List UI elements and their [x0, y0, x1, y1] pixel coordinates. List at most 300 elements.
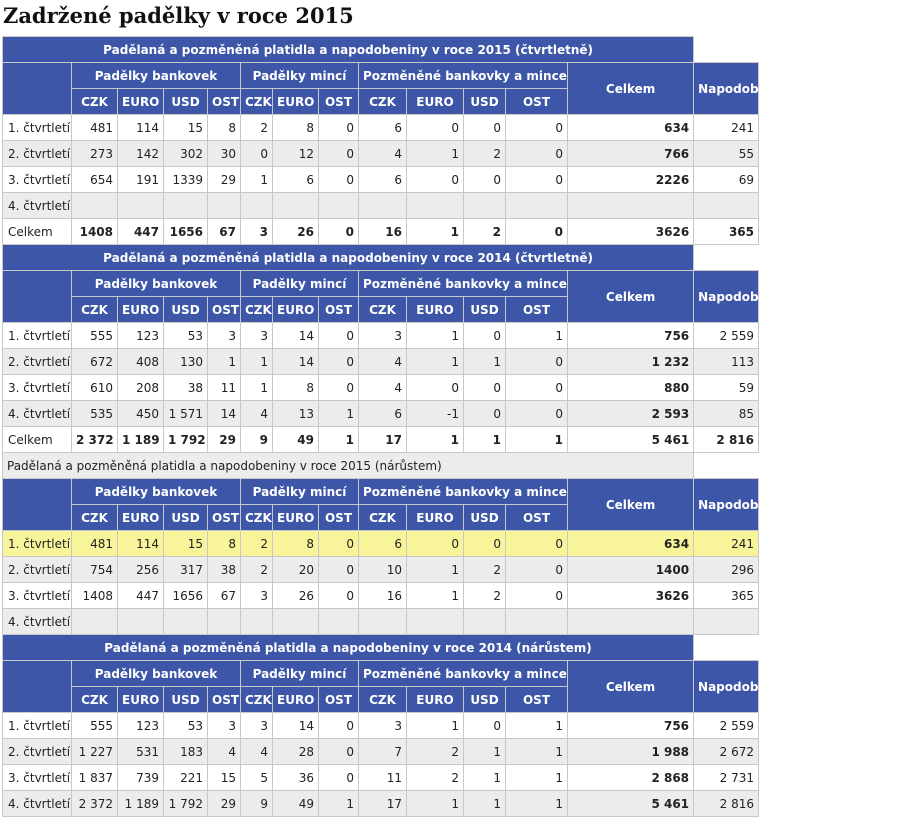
table-cell: 1 — [506, 765, 568, 791]
table-cell: 3 — [241, 713, 273, 739]
header-currency: OST — [208, 687, 241, 713]
header-currency: USD — [164, 505, 208, 531]
table-cell: 6 — [359, 167, 407, 193]
row-label: 4. čtvrtletí — [3, 609, 72, 635]
table-cell: 0 — [319, 713, 359, 739]
table-cell: 15 — [164, 531, 208, 557]
table-cell: 0 — [319, 115, 359, 141]
table-cell: 3 — [208, 713, 241, 739]
header-imitations: Napodobeniny bankovek a mincí — [694, 271, 759, 323]
table-cell: 183 — [164, 739, 208, 765]
table-cell: 3626 — [568, 583, 694, 609]
table-cell: 9 — [241, 791, 273, 817]
table-cell: 0 — [506, 141, 568, 167]
table-cell: 481 — [72, 115, 118, 141]
header-currency: OST — [208, 297, 241, 323]
header-currency: CZK — [359, 297, 407, 323]
table-row — [3, 401, 759, 427]
table-cell: 1 — [407, 713, 464, 739]
table-cell: 2 372 — [72, 791, 118, 817]
table-cell: 6 — [359, 115, 407, 141]
table-cell: 2 593 — [568, 401, 694, 427]
table-cell: 0 — [319, 583, 359, 609]
table-cell: 221 — [164, 765, 208, 791]
table-cell — [208, 609, 241, 635]
table-row — [3, 349, 759, 375]
table-cell: 756 — [568, 323, 694, 349]
table-cell — [568, 193, 694, 219]
row-label: 1. čtvrtletí — [3, 531, 72, 557]
table-title: Padělaná a pozměněná platidla a napodobeniny v roce 2015 (nárůstem) — [3, 453, 694, 479]
table-cell: 4 — [359, 349, 407, 375]
table-cell — [241, 609, 273, 635]
header-currency: OST — [208, 505, 241, 531]
table-cell: 1 — [506, 791, 568, 817]
header-currency: OST — [506, 687, 568, 713]
row-label: Celkem — [3, 219, 72, 245]
table-cell: 3 — [241, 323, 273, 349]
header-total: Celkem — [568, 271, 694, 323]
table-row — [3, 739, 759, 765]
table-cell: 28 — [273, 739, 319, 765]
table-cell: 1 — [241, 167, 273, 193]
table-cell: 2 — [464, 141, 506, 167]
table-cell: 296 — [694, 557, 759, 583]
row-label: 4. čtvrtletí — [3, 791, 72, 817]
table-cell: 1408 — [72, 583, 118, 609]
table-row — [3, 375, 759, 401]
header-coins: Padělky mincí — [241, 479, 359, 505]
table-cell: 2 559 — [694, 713, 759, 739]
table-cell: 1 — [464, 739, 506, 765]
header-currency: EURO — [407, 505, 464, 531]
header-total: Celkem — [568, 661, 694, 713]
header-currency: CZK — [359, 687, 407, 713]
header-currency: CZK — [241, 687, 273, 713]
row-label: 4. čtvrtletí — [3, 401, 72, 427]
table-cell: 739 — [118, 765, 164, 791]
table-cell — [506, 193, 568, 219]
table-cell: 0 — [464, 401, 506, 427]
table-cell: 450 — [118, 401, 164, 427]
table-cell: 531 — [118, 739, 164, 765]
table-cell — [164, 193, 208, 219]
table-cell: 130 — [164, 349, 208, 375]
table-cell — [273, 609, 319, 635]
table-cell: 1 571 — [164, 401, 208, 427]
table-cell: 1 189 — [118, 791, 164, 817]
table-cell: 2 816 — [694, 427, 759, 453]
table-cell — [241, 193, 273, 219]
table-cell: 14 — [273, 713, 319, 739]
header-corner — [3, 63, 72, 115]
table-cell: 2 816 — [694, 791, 759, 817]
table-title: Padělaná a pozměněná platidla a napodobeniny v roce 2015 (čtvrtletně) — [3, 37, 694, 63]
table-cell: 0 — [319, 557, 359, 583]
header-coins: Padělky mincí — [241, 63, 359, 89]
table-cell: 447 — [118, 219, 164, 245]
table-cell — [118, 609, 164, 635]
header-currency: OST — [506, 505, 568, 531]
table-cell — [568, 609, 694, 635]
table-cell: 20 — [273, 557, 319, 583]
table-cell: 1 — [464, 349, 506, 375]
table-cell: 302 — [164, 141, 208, 167]
header-coins: Padělky mincí — [241, 271, 359, 297]
table-cell: 0 — [319, 167, 359, 193]
table-cell: 3 — [241, 583, 273, 609]
table-cell: 1 — [319, 791, 359, 817]
table-cell: 1 — [407, 349, 464, 375]
header-banknotes: Padělky bankovek — [72, 63, 241, 89]
header-imitations: Napodobeniny bankovek a mincí — [694, 661, 759, 713]
table-cell: 0 — [319, 531, 359, 557]
table-cell: 0 — [319, 765, 359, 791]
header-currency: EURO — [118, 505, 164, 531]
table-cell: 3626 — [568, 219, 694, 245]
total-row — [3, 427, 759, 453]
table-cell: 1 792 — [164, 427, 208, 453]
table-cell — [359, 193, 407, 219]
table-cell: 1 — [407, 323, 464, 349]
header-banknotes: Padělky bankovek — [72, 479, 241, 505]
table-cell: 1 227 — [72, 739, 118, 765]
table-cell — [464, 193, 506, 219]
table-cell: 59 — [694, 375, 759, 401]
header-currency: OST — [506, 89, 568, 115]
table-cell: 6 — [273, 167, 319, 193]
counterfeits-table — [2, 634, 918, 817]
table-cell: 4 — [359, 141, 407, 167]
table-cell: 634 — [568, 115, 694, 141]
table-cell: 481 — [72, 531, 118, 557]
table-cell: 8 — [273, 531, 319, 557]
header-banknotes: Padělky bankovek — [72, 661, 241, 687]
table-cell: 0 — [407, 115, 464, 141]
table-row — [3, 713, 759, 739]
table-cell: 365 — [694, 219, 759, 245]
table-cell: 55 — [694, 141, 759, 167]
table-cell: 1 837 — [72, 765, 118, 791]
table-cell: 1 — [506, 739, 568, 765]
table-cell: 5 461 — [568, 791, 694, 817]
table-cell: 67 — [208, 219, 241, 245]
table-row — [3, 323, 759, 349]
row-label: 2. čtvrtletí — [3, 349, 72, 375]
header-total: Celkem — [568, 63, 694, 115]
table-cell: 1 — [407, 583, 464, 609]
table-cell: 273 — [72, 141, 118, 167]
table-row — [3, 609, 759, 635]
table-cell: 36 — [273, 765, 319, 791]
table-cell: 0 — [506, 375, 568, 401]
table-cell: 14 — [208, 401, 241, 427]
table-cell: 317 — [164, 557, 208, 583]
table-cell — [407, 609, 464, 635]
table-cell: 38 — [208, 557, 241, 583]
table-cell: 1 — [506, 427, 568, 453]
table-cell: 1 189 — [118, 427, 164, 453]
header-corner — [3, 271, 72, 323]
header-currency: EURO — [273, 89, 319, 115]
table-cell: 114 — [118, 115, 164, 141]
table-cell: 12 — [273, 141, 319, 167]
table-row — [3, 115, 759, 141]
table-cell: 4 — [241, 401, 273, 427]
table-cell — [118, 193, 164, 219]
table-cell: 8 — [208, 531, 241, 557]
table-cell: 0 — [506, 115, 568, 141]
table-cell: 1 — [319, 401, 359, 427]
table-cell: 3 — [359, 713, 407, 739]
header-currency: OST — [208, 89, 241, 115]
header-currency: CZK — [359, 89, 407, 115]
table-row — [3, 583, 759, 609]
table-cell: -1 — [407, 401, 464, 427]
header-currency: CZK — [72, 297, 118, 323]
table-cell: 1 988 — [568, 739, 694, 765]
table-cell — [208, 193, 241, 219]
header-currency: USD — [164, 297, 208, 323]
counterfeits-table — [2, 452, 918, 635]
table-cell: 0 — [464, 167, 506, 193]
table-cell: 756 — [568, 713, 694, 739]
header-banknotes: Padělky bankovek — [72, 271, 241, 297]
table-cell: 53 — [164, 713, 208, 739]
table-cell: 0 — [407, 531, 464, 557]
table-cell: 555 — [72, 323, 118, 349]
table-cell: 2 — [464, 557, 506, 583]
header-currency: CZK — [72, 89, 118, 115]
table-cell: 14 — [273, 349, 319, 375]
page-title: Zadržené padělky v roce 2015 — [3, 3, 354, 28]
row-label: 3. čtvrtletí — [3, 583, 72, 609]
table-cell: 2 — [407, 739, 464, 765]
table-cell: 1 — [464, 791, 506, 817]
table-cell: 447 — [118, 583, 164, 609]
table-cell: 49 — [273, 791, 319, 817]
row-label: 1. čtvrtletí — [3, 713, 72, 739]
table-cell: 1339 — [164, 167, 208, 193]
table-cell: 1656 — [164, 219, 208, 245]
header-currency: EURO — [407, 89, 464, 115]
table-cell — [319, 609, 359, 635]
table-cell: 1 — [407, 141, 464, 167]
table-cell: 123 — [118, 323, 164, 349]
table-cell: 0 — [241, 141, 273, 167]
table-row — [3, 557, 759, 583]
table-cell: 2226 — [568, 167, 694, 193]
table-cell: 0 — [319, 375, 359, 401]
row-label: 4. čtvrtletí — [3, 193, 72, 219]
table-row — [3, 531, 759, 557]
table-cell: 15 — [164, 115, 208, 141]
table-cell: 1 792 — [164, 791, 208, 817]
header-currency: CZK — [241, 89, 273, 115]
table-cell: 0 — [319, 323, 359, 349]
row-label: 2. čtvrtletí — [3, 739, 72, 765]
table-cell: 754 — [72, 557, 118, 583]
table-cell: 0 — [319, 219, 359, 245]
header-currency: EURO — [273, 687, 319, 713]
row-label: 3. čtvrtletí — [3, 375, 72, 401]
table-cell: 1 — [407, 791, 464, 817]
table-cell: 880 — [568, 375, 694, 401]
table-cell: 1408 — [72, 219, 118, 245]
table-cell: 5 461 — [568, 427, 694, 453]
table-cell: 0 — [464, 323, 506, 349]
table-cell: 38 — [164, 375, 208, 401]
header-currency: OST — [319, 505, 359, 531]
table-cell: 1 — [241, 349, 273, 375]
table-cell: 11 — [359, 765, 407, 791]
table-cell: 8 — [273, 375, 319, 401]
table-cell: 8 — [208, 115, 241, 141]
table-cell: 1 — [506, 713, 568, 739]
header-modified: Pozměněné bankovky a mince — [359, 479, 568, 505]
table-cell: 13 — [273, 401, 319, 427]
table-cell: 1656 — [164, 583, 208, 609]
table-cell: 4 — [241, 739, 273, 765]
table-cell: 16 — [359, 219, 407, 245]
table-cell: 10 — [359, 557, 407, 583]
table-cell: 672 — [72, 349, 118, 375]
header-currency: EURO — [273, 505, 319, 531]
table-cell: 29 — [208, 791, 241, 817]
header-currency: CZK — [359, 505, 407, 531]
table-cell: 634 — [568, 531, 694, 557]
table-cell — [694, 193, 759, 219]
table-cell: 0 — [464, 375, 506, 401]
table-cell — [694, 609, 759, 635]
table-cell — [464, 609, 506, 635]
table-cell — [506, 609, 568, 635]
table-cell: 0 — [506, 531, 568, 557]
table-cell: 2 — [464, 219, 506, 245]
table-cell: 610 — [72, 375, 118, 401]
table-cell: 0 — [319, 739, 359, 765]
table-cell: 654 — [72, 167, 118, 193]
table-cell: 0 — [506, 167, 568, 193]
header-currency: OST — [319, 89, 359, 115]
table-cell: 16 — [359, 583, 407, 609]
table-cell — [273, 193, 319, 219]
header-modified: Pozměněné bankovky a mince — [359, 661, 568, 687]
table-cell: 29 — [208, 427, 241, 453]
header-currency: USD — [464, 297, 506, 323]
table-cell: 3 — [359, 323, 407, 349]
table-cell: 0 — [506, 349, 568, 375]
row-label: 3. čtvrtletí — [3, 167, 72, 193]
table-cell: 29 — [208, 167, 241, 193]
table-cell: 26 — [273, 219, 319, 245]
header-currency: USD — [464, 505, 506, 531]
table-cell: 4 — [359, 375, 407, 401]
header-currency: EURO — [407, 687, 464, 713]
table-cell: 8 — [273, 115, 319, 141]
table-cell: 0 — [506, 557, 568, 583]
header-currency: USD — [464, 89, 506, 115]
header-modified: Pozměněné bankovky a mince — [359, 63, 568, 89]
table-cell: 208 — [118, 375, 164, 401]
row-label: Celkem — [3, 427, 72, 453]
table-title: Padělaná a pozměněná platidla a napodobeniny v roce 2014 (nárůstem) — [3, 635, 694, 661]
table-cell: 0 — [506, 401, 568, 427]
table-cell: 4 — [208, 739, 241, 765]
table-cell: 2 868 — [568, 765, 694, 791]
table-cell: 15 — [208, 765, 241, 791]
table-cell: 1 — [241, 375, 273, 401]
table-cell: 2 559 — [694, 323, 759, 349]
table-cell: 1 — [407, 557, 464, 583]
table-cell: 0 — [407, 167, 464, 193]
table-cell: 2 672 — [694, 739, 759, 765]
table-cell: 0 — [319, 349, 359, 375]
table-cell: 1 — [208, 349, 241, 375]
table-cell: 114 — [118, 531, 164, 557]
table-cell — [319, 193, 359, 219]
table-cell: 1400 — [568, 557, 694, 583]
table-cell: 0 — [407, 375, 464, 401]
table-cell: 69 — [694, 167, 759, 193]
table-cell: 11 — [208, 375, 241, 401]
header-currency: OST — [506, 297, 568, 323]
table-cell: 113 — [694, 349, 759, 375]
table-cell: 256 — [118, 557, 164, 583]
table-cell: 9 — [241, 427, 273, 453]
table-cell: 408 — [118, 349, 164, 375]
header-currency: CZK — [72, 687, 118, 713]
header-currency: OST — [319, 687, 359, 713]
table-cell: 0 — [464, 531, 506, 557]
table-cell: 2 — [241, 115, 273, 141]
table-cell: 2 731 — [694, 765, 759, 791]
table-cell — [72, 193, 118, 219]
table-cell: 0 — [319, 141, 359, 167]
table-cell: 2 — [407, 765, 464, 791]
table-cell: 123 — [118, 713, 164, 739]
header-currency: CZK — [241, 505, 273, 531]
header-currency: USD — [464, 687, 506, 713]
table-cell: 0 — [464, 713, 506, 739]
row-label: 2. čtvrtletí — [3, 557, 72, 583]
table-cell: 1 — [407, 219, 464, 245]
table-cell: 0 — [506, 219, 568, 245]
header-currency: CZK — [241, 297, 273, 323]
table-cell — [72, 609, 118, 635]
table-cell: 67 — [208, 583, 241, 609]
table-cell: 17 — [359, 427, 407, 453]
table-cell: 2 — [241, 531, 273, 557]
table-cell: 2 — [464, 583, 506, 609]
table-cell: 535 — [72, 401, 118, 427]
table-cell: 53 — [164, 323, 208, 349]
table-cell: 1 — [407, 427, 464, 453]
table-cell: 0 — [506, 583, 568, 609]
table-cell: 0 — [464, 115, 506, 141]
header-currency: USD — [164, 89, 208, 115]
table-cell: 85 — [694, 401, 759, 427]
header-modified: Pozměněné bankovky a mince — [359, 271, 568, 297]
table-row — [3, 791, 759, 817]
table-cell: 1 — [464, 427, 506, 453]
table-row — [3, 193, 759, 219]
table-title: Padělaná a pozměněná platidla a napodobeniny v roce 2014 (čtvrtletně) — [3, 245, 694, 271]
header-currency: OST — [319, 297, 359, 323]
table-cell — [164, 609, 208, 635]
header-total: Celkem — [568, 479, 694, 531]
header-corner — [3, 479, 72, 531]
